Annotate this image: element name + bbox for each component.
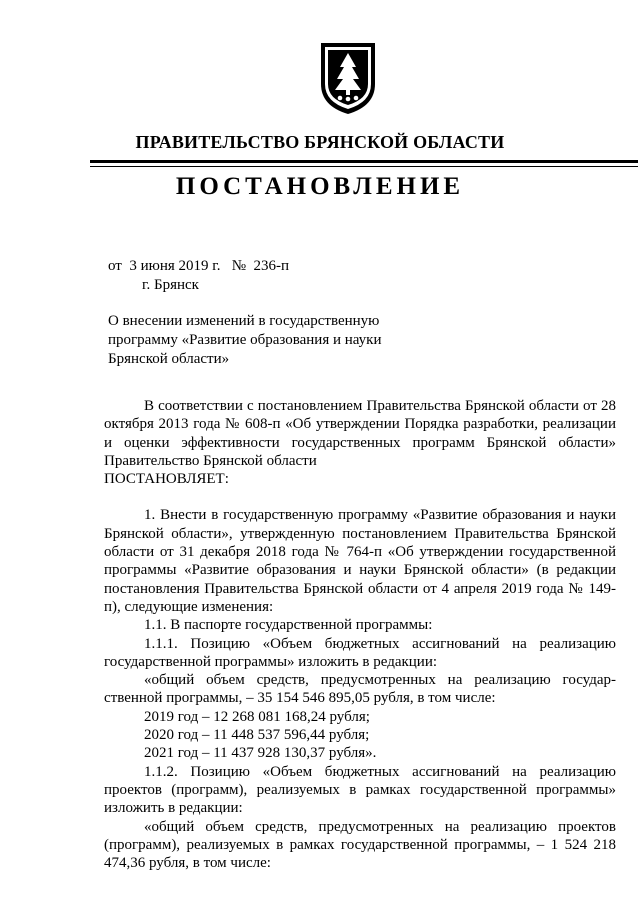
header-divider-thick <box>90 160 638 163</box>
subject-line: О внесении изменений в государственную <box>108 313 380 329</box>
document-type-title: ПОСТАНОВЛЕНИЕ <box>175 173 465 200</box>
document-date-number: от 3 июня 2019 г. № 236-п <box>108 258 290 274</box>
item-1-1-2-paragraph: 1.1.2. Позицию «Объем бюджетных ассигнований на реализацию проектов (программ), реализуемых в рамках государственной программы» изложить в редакции: <box>104 763 616 817</box>
quote-projects-funding: «общий объем средств, предусмотренных на реализацию проектов (программ), реализуемых в рамках государственной программы, – 1 524 218 474,36 рубля, в том числе: <box>104 818 616 872</box>
subject-line: программу «Развитие образования и науки <box>108 332 382 348</box>
subject-line: Брянской области» <box>108 351 230 367</box>
item-1-paragraph: 1. Внести в государственную программу «Развитие образования и науки Брянской области», утвержденную постановлением Правительства Брянской области от 31 декабря 2018 года № 764-п «Об утверждении государственной программы «Развитие образования и науки Брянской области» (в редакции постановления Правительства Брянской области от 4 апреля 2019 года № 149-п), следующие изменения: <box>104 507 616 615</box>
government-name: ПРАВИТЕЛЬСТВО БРЯНСКОЙ ОБЛАСТИ <box>135 132 505 152</box>
year-2020-line: 2020 год – 11 448 537 596,44 рубля; <box>144 727 370 744</box>
year-2019-line: 2019 год – 12 268 081 168,24 рубля; <box>144 708 370 725</box>
quote-total-funding: «общий объем средств, предусмотренных на реализацию государ-ственной программы, – 35 154 546 895,05 рубля, в том числе: <box>104 672 616 707</box>
coat-of-arms-emblem <box>318 40 378 116</box>
item-1-1-1-paragraph: 1.1.1. Позицию «Объем бюджетных ассигнований на реализацию государственной программы» изложить в редакции: <box>104 635 616 670</box>
preamble-paragraph: В соответствии с постановлением Правительства Брянской области от 28 октября 2013 года № 608-п «Об утверждении Порядка разработки, реализации и оценки эффективности государственных программ Брянской области» Правительство Брянской области <box>104 398 616 469</box>
item-1-1-paragraph: 1.1. В паспорте государственной программы: <box>144 617 433 634</box>
document-body <box>104 397 616 872</box>
resolves-heading: ПОСТАНОВЛЯЕТ: <box>104 471 229 488</box>
document-city: г. Брянск <box>142 277 199 293</box>
year-2021-line: 2021 год – 11 437 928 130,37 рубля». <box>144 745 377 762</box>
document-subject <box>108 312 408 369</box>
header-divider-thin <box>90 166 638 167</box>
